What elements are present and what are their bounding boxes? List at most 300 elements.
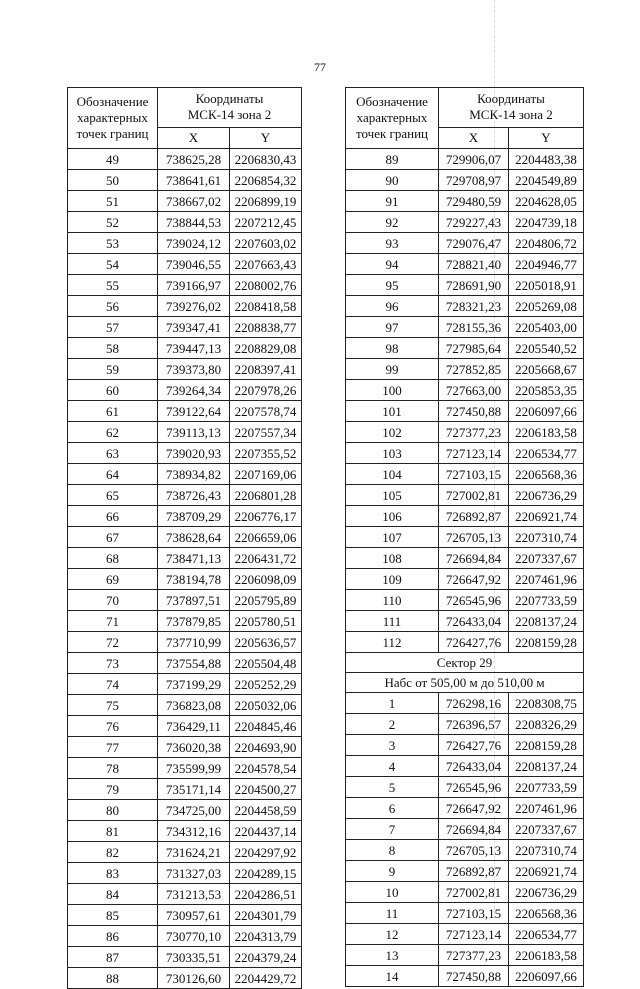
y-coordinate-cell: 2204286,51 <box>230 884 302 905</box>
table-row <box>346 798 584 819</box>
table-row <box>346 464 584 485</box>
point-number-cell: 55 <box>68 275 158 296</box>
table-row <box>346 569 584 590</box>
y-column-header: Y <box>230 127 302 148</box>
x-coordinate-cell: 729708,97 <box>439 170 509 191</box>
sector-title-row <box>346 653 584 673</box>
y-coordinate-cell: 2207603,02 <box>230 233 302 254</box>
x-coordinate-cell: 727377,23 <box>439 422 509 443</box>
x-coordinate-cell: 735171,14 <box>158 779 230 800</box>
table-row <box>68 338 302 359</box>
x-coordinate-cell: 738726,43 <box>158 485 230 506</box>
coordinate-system: МСК-14 зона 2 <box>469 107 553 123</box>
x-coordinate-cell: 731624,21 <box>158 842 230 863</box>
y-coordinate-cell: 2206097,66 <box>509 966 584 987</box>
table-row <box>346 903 584 924</box>
y-coordinate-cell: 2206921,74 <box>509 506 584 527</box>
table-row <box>346 611 584 632</box>
x-coordinate-cell: 726396,57 <box>439 714 509 735</box>
x-coordinate-cell: 726427,76 <box>439 735 509 756</box>
point-number-cell: 52 <box>68 212 158 233</box>
table-row <box>68 401 302 422</box>
table-row <box>68 254 302 275</box>
table-row <box>68 296 302 317</box>
point-number-cell: 111 <box>346 611 439 632</box>
y-coordinate-cell: 2207578,74 <box>230 401 302 422</box>
point-number-cell: 107 <box>346 527 439 548</box>
x-coordinate-cell: 731213,53 <box>158 884 230 905</box>
y-coordinate-cell: 2208397,41 <box>230 359 302 380</box>
y-coordinate-cell: 2204297,92 <box>230 842 302 863</box>
table-row <box>346 861 584 882</box>
point-number-cell: 71 <box>68 611 158 632</box>
point-number-cell: 86 <box>68 926 158 947</box>
x-coordinate-cell: 739020,93 <box>158 443 230 464</box>
y-coordinate-cell: 2204739,18 <box>509 212 584 233</box>
table-row <box>346 422 584 443</box>
point-number-cell: 5 <box>346 777 439 798</box>
y-coordinate-cell: 2206568,36 <box>509 464 584 485</box>
designation-header-line: Обозначение <box>356 94 428 109</box>
x-coordinate-cell: 739113,13 <box>158 422 230 443</box>
x-coordinate-cell: 726433,04 <box>439 756 509 777</box>
table-row <box>68 485 302 506</box>
point-number-cell: 54 <box>68 254 158 275</box>
coordinates-title: Координаты <box>477 91 545 107</box>
table-row <box>68 926 302 947</box>
point-number-cell: 92 <box>346 212 439 233</box>
point-number-cell: 62 <box>68 422 158 443</box>
y-coordinate-cell: 2208418,58 <box>230 296 302 317</box>
x-coordinate-cell: 726647,92 <box>439 798 509 819</box>
y-coordinate-cell: 2204946,77 <box>509 254 584 275</box>
table-row <box>68 506 302 527</box>
table-row <box>346 212 584 233</box>
y-coordinate-cell: 2208308,75 <box>509 693 584 714</box>
point-number-cell: 7 <box>346 819 439 840</box>
y-coordinate-cell: 2204845,46 <box>230 716 302 737</box>
point-number-cell: 68 <box>68 548 158 569</box>
point-number-cell: 4 <box>346 756 439 777</box>
table-row <box>346 254 584 275</box>
x-coordinate-cell: 736429,11 <box>158 716 230 737</box>
table-row <box>346 233 584 254</box>
y-coordinate-cell: 2206736,29 <box>509 485 584 506</box>
y-coordinate-cell: 2204289,15 <box>230 863 302 884</box>
table-row <box>346 296 584 317</box>
table-row <box>68 611 302 632</box>
x-coordinate-cell: 738934,82 <box>158 464 230 485</box>
designation-header <box>346 88 439 149</box>
point-number-cell: 58 <box>68 338 158 359</box>
table-row <box>68 905 302 926</box>
y-coordinate-cell: 2207212,45 <box>230 212 302 233</box>
point-number-cell: 103 <box>346 443 439 464</box>
x-coordinate-cell: 729227,43 <box>439 212 509 233</box>
point-number-cell: 6 <box>346 798 439 819</box>
table-row <box>68 695 302 716</box>
y-coordinate-cell: 2207355,52 <box>230 443 302 464</box>
x-coordinate-cell: 727450,88 <box>439 966 509 987</box>
point-number-cell: 104 <box>346 464 439 485</box>
y-coordinate-cell: 2204693,90 <box>230 737 302 758</box>
coordinate-system: МСК-14 зона 2 <box>187 107 272 123</box>
y-coordinate-cell: 2207461,96 <box>509 569 584 590</box>
y-coordinate-cell: 2204549,89 <box>509 170 584 191</box>
point-number-cell: 75 <box>68 695 158 716</box>
x-coordinate-cell: 728821,40 <box>439 254 509 275</box>
x-column-header: X <box>439 127 509 148</box>
sector-table-body <box>346 693 584 987</box>
point-number-cell: 60 <box>68 380 158 401</box>
y-coordinate-cell: 2208159,28 <box>509 632 584 653</box>
coordinates-header <box>439 88 584 128</box>
table-row <box>346 735 584 756</box>
y-coordinate-cell: 2207733,59 <box>509 777 584 798</box>
y-coordinate-cell: 2204437,14 <box>230 821 302 842</box>
y-coordinate-cell: 2205636,57 <box>230 632 302 653</box>
y-coordinate-cell: 2206801,28 <box>230 485 302 506</box>
table-row <box>346 882 584 903</box>
sector-range-row <box>346 673 584 693</box>
x-column-header: X <box>158 127 230 148</box>
table-row <box>68 779 302 800</box>
designation-header-line: точек границ <box>76 126 149 141</box>
table-body-right <box>346 149 584 653</box>
point-number-cell: 96 <box>346 296 439 317</box>
table-row <box>68 821 302 842</box>
x-coordinate-cell: 726298,16 <box>439 693 509 714</box>
point-number-cell: 95 <box>346 275 439 296</box>
table-row <box>346 756 584 777</box>
table-row <box>346 380 584 401</box>
y-coordinate-cell: 2206659,06 <box>230 527 302 548</box>
table-row <box>68 863 302 884</box>
y-coordinate-cell: 2206183,58 <box>509 945 584 966</box>
table-row <box>346 506 584 527</box>
y-column-header: Y <box>509 127 584 148</box>
sector-title: Сектор 29 <box>346 653 584 673</box>
y-coordinate-cell: 2204628,05 <box>509 191 584 212</box>
table-row <box>346 714 584 735</box>
point-number-cell: 98 <box>346 338 439 359</box>
table-row <box>68 527 302 548</box>
y-coordinate-cell: 2206921,74 <box>509 861 584 882</box>
x-coordinate-cell: 739264,34 <box>158 380 230 401</box>
table-body-left <box>68 149 302 989</box>
table-row <box>346 401 584 422</box>
x-coordinate-cell: 727852,85 <box>439 359 509 380</box>
x-coordinate-cell: 738628,64 <box>158 527 230 548</box>
x-coordinate-cell: 726705,13 <box>439 840 509 861</box>
table-row <box>346 338 584 359</box>
point-number-cell: 63 <box>68 443 158 464</box>
designation-header-line: характерных <box>77 110 148 125</box>
point-number-cell: 66 <box>68 506 158 527</box>
table-row <box>68 758 302 779</box>
x-coordinate-cell: 726433,04 <box>439 611 509 632</box>
table-row <box>68 149 302 170</box>
point-number-cell: 109 <box>346 569 439 590</box>
table-row <box>346 693 584 714</box>
x-coordinate-cell: 737554,88 <box>158 653 230 674</box>
y-coordinate-cell: 2206534,77 <box>509 443 584 464</box>
y-coordinate-cell: 2207337,67 <box>509 819 584 840</box>
x-coordinate-cell: 737199,29 <box>158 674 230 695</box>
point-number-cell: 100 <box>346 380 439 401</box>
point-number-cell: 69 <box>68 569 158 590</box>
coordinates-table-right <box>345 87 584 987</box>
y-coordinate-cell: 2208326,29 <box>509 714 584 735</box>
y-coordinate-cell: 2208829,08 <box>230 338 302 359</box>
x-coordinate-cell: 739447,13 <box>158 338 230 359</box>
sector-section <box>346 653 584 693</box>
y-coordinate-cell: 2206899,19 <box>230 191 302 212</box>
y-coordinate-cell: 2207310,74 <box>509 840 584 861</box>
x-coordinate-cell: 729480,59 <box>439 191 509 212</box>
point-number-cell: 105 <box>346 485 439 506</box>
point-number-cell: 101 <box>346 401 439 422</box>
point-number-cell: 74 <box>68 674 158 695</box>
x-coordinate-cell: 727103,15 <box>439 903 509 924</box>
table-row <box>68 590 302 611</box>
y-coordinate-cell: 2206183,58 <box>509 422 584 443</box>
y-coordinate-cell: 2205853,35 <box>509 380 584 401</box>
x-coordinate-cell: 735599,99 <box>158 758 230 779</box>
coordinates-title: Координаты <box>195 91 264 107</box>
x-coordinate-cell: 730335,51 <box>158 947 230 968</box>
table-row <box>346 966 584 987</box>
x-coordinate-cell: 727377,23 <box>439 945 509 966</box>
point-number-cell: 61 <box>68 401 158 422</box>
x-coordinate-cell: 736020,38 <box>158 737 230 758</box>
x-coordinate-cell: 726545,96 <box>439 777 509 798</box>
table-row <box>68 548 302 569</box>
point-number-cell: 110 <box>346 590 439 611</box>
x-coordinate-cell: 738471,13 <box>158 548 230 569</box>
point-number-cell: 3 <box>346 735 439 756</box>
y-coordinate-cell: 2206830,43 <box>230 149 302 170</box>
table-row <box>68 947 302 968</box>
point-number-cell: 65 <box>68 485 158 506</box>
table-row <box>346 170 584 191</box>
y-coordinate-cell: 2205018,91 <box>509 275 584 296</box>
table-row <box>68 716 302 737</box>
y-coordinate-cell: 2205668,67 <box>509 359 584 380</box>
x-coordinate-cell: 738709,29 <box>158 506 230 527</box>
point-number-cell: 99 <box>346 359 439 380</box>
table-row <box>68 632 302 653</box>
x-coordinate-cell: 726694,84 <box>439 548 509 569</box>
x-coordinate-cell: 727123,14 <box>439 443 509 464</box>
table-row <box>68 968 302 989</box>
table-row <box>68 842 302 863</box>
x-coordinate-cell: 737879,85 <box>158 611 230 632</box>
y-coordinate-cell: 2205269,08 <box>509 296 584 317</box>
x-coordinate-cell: 727002,81 <box>439 882 509 903</box>
page-number: 77 <box>314 60 326 74</box>
y-coordinate-cell: 2204458,59 <box>230 800 302 821</box>
y-coordinate-cell: 2206776,17 <box>230 506 302 527</box>
table-row <box>346 527 584 548</box>
y-coordinate-cell: 2205780,51 <box>230 611 302 632</box>
table-row <box>68 443 302 464</box>
x-coordinate-cell: 727663,00 <box>439 380 509 401</box>
point-number-cell: 102 <box>346 422 439 443</box>
x-coordinate-cell: 727103,15 <box>439 464 509 485</box>
point-number-cell: 10 <box>346 882 439 903</box>
x-coordinate-cell: 738844,53 <box>158 212 230 233</box>
x-coordinate-cell: 726545,96 <box>439 590 509 611</box>
y-coordinate-cell: 2208137,24 <box>509 611 584 632</box>
y-coordinate-cell: 2207461,96 <box>509 798 584 819</box>
point-number-cell: 73 <box>68 653 158 674</box>
x-coordinate-cell: 737710,99 <box>158 632 230 653</box>
table-row <box>346 485 584 506</box>
x-coordinate-cell: 731327,03 <box>158 863 230 884</box>
point-number-cell: 91 <box>346 191 439 212</box>
point-number-cell: 56 <box>68 296 158 317</box>
x-coordinate-cell: 726427,76 <box>439 632 509 653</box>
table-row <box>346 840 584 861</box>
x-coordinate-cell: 727123,14 <box>439 924 509 945</box>
point-number-cell: 76 <box>68 716 158 737</box>
x-coordinate-cell: 727450,88 <box>439 401 509 422</box>
table-row <box>346 945 584 966</box>
point-number-cell: 87 <box>68 947 158 968</box>
table-row <box>346 590 584 611</box>
y-coordinate-cell: 2206098,09 <box>230 569 302 590</box>
table-row <box>346 149 584 170</box>
x-coordinate-cell: 738194,78 <box>158 569 230 590</box>
y-coordinate-cell: 2204500,27 <box>230 779 302 800</box>
table-row <box>68 233 302 254</box>
y-coordinate-cell: 2207978,26 <box>230 380 302 401</box>
point-number-cell: 112 <box>346 632 439 653</box>
point-number-cell: 72 <box>68 632 158 653</box>
x-coordinate-cell: 739347,41 <box>158 317 230 338</box>
y-coordinate-cell: 2206568,36 <box>509 903 584 924</box>
y-coordinate-cell: 2205504,48 <box>230 653 302 674</box>
y-coordinate-cell: 2208838,77 <box>230 317 302 338</box>
table-row <box>68 653 302 674</box>
y-coordinate-cell: 2205032,06 <box>230 695 302 716</box>
x-coordinate-cell: 739122,64 <box>158 401 230 422</box>
table-row <box>68 737 302 758</box>
point-number-cell: 94 <box>346 254 439 275</box>
point-number-cell: 90 <box>346 170 439 191</box>
point-number-cell: 81 <box>68 821 158 842</box>
point-number-cell: 84 <box>68 884 158 905</box>
y-coordinate-cell: 2205795,89 <box>230 590 302 611</box>
y-coordinate-cell: 2206097,66 <box>509 401 584 422</box>
x-coordinate-cell: 728155,36 <box>439 317 509 338</box>
point-number-cell: 8 <box>346 840 439 861</box>
y-coordinate-cell: 2208002,76 <box>230 275 302 296</box>
point-number-cell: 82 <box>68 842 158 863</box>
point-number-cell: 77 <box>68 737 158 758</box>
point-number-cell: 88 <box>68 968 158 989</box>
table-row <box>346 777 584 798</box>
point-number-cell: 80 <box>68 800 158 821</box>
point-number-cell: 79 <box>68 779 158 800</box>
point-number-cell: 83 <box>68 863 158 884</box>
point-number-cell: 64 <box>68 464 158 485</box>
x-coordinate-cell: 734312,16 <box>158 821 230 842</box>
table-row <box>68 674 302 695</box>
x-coordinate-cell: 726705,13 <box>439 527 509 548</box>
x-coordinate-cell: 739046,55 <box>158 254 230 275</box>
y-coordinate-cell: 2206534,77 <box>509 924 584 945</box>
point-number-cell: 53 <box>68 233 158 254</box>
y-coordinate-cell: 2204313,79 <box>230 926 302 947</box>
designation-header-line: Обозначение <box>76 94 149 109</box>
coordinates-header <box>158 88 302 128</box>
x-coordinate-cell: 739024,12 <box>158 233 230 254</box>
point-number-cell: 59 <box>68 359 158 380</box>
table-row <box>68 191 302 212</box>
y-coordinate-cell: 2204483,38 <box>509 149 584 170</box>
point-number-cell: 2 <box>346 714 439 735</box>
table-row <box>68 422 302 443</box>
y-coordinate-cell: 2208137,24 <box>509 756 584 777</box>
x-coordinate-cell: 727002,81 <box>439 485 509 506</box>
x-coordinate-cell: 729906,07 <box>439 149 509 170</box>
y-coordinate-cell: 2204301,79 <box>230 905 302 926</box>
table-row <box>68 569 302 590</box>
x-coordinate-cell: 726892,87 <box>439 506 509 527</box>
point-number-cell: 97 <box>346 317 439 338</box>
x-coordinate-cell: 736823,08 <box>158 695 230 716</box>
y-coordinate-cell: 2207337,67 <box>509 548 584 569</box>
sector-height-range: Набс от 505,00 м до 510,00 м <box>346 673 584 693</box>
point-number-cell: 85 <box>68 905 158 926</box>
coordinates-table-left <box>67 87 302 989</box>
table-row <box>68 464 302 485</box>
x-coordinate-cell: 727985,64 <box>439 338 509 359</box>
table-row <box>346 819 584 840</box>
table-row <box>346 275 584 296</box>
point-number-cell: 14 <box>346 966 439 987</box>
y-coordinate-cell: 2204379,24 <box>230 947 302 968</box>
point-number-cell: 50 <box>68 170 158 191</box>
y-coordinate-cell: 2207663,43 <box>230 254 302 275</box>
x-coordinate-cell: 734725,00 <box>158 800 230 821</box>
table-row <box>346 632 584 653</box>
point-number-cell: 89 <box>346 149 439 170</box>
point-number-cell: 108 <box>346 548 439 569</box>
y-coordinate-cell: 2205540,52 <box>509 338 584 359</box>
table-row <box>68 275 302 296</box>
x-coordinate-cell: 728321,23 <box>439 296 509 317</box>
table-row <box>68 170 302 191</box>
table-row <box>68 359 302 380</box>
y-coordinate-cell: 2206854,32 <box>230 170 302 191</box>
y-coordinate-cell: 2205252,29 <box>230 674 302 695</box>
x-coordinate-cell: 737897,51 <box>158 590 230 611</box>
x-coordinate-cell: 739166,97 <box>158 275 230 296</box>
y-coordinate-cell: 2206431,72 <box>230 548 302 569</box>
point-number-cell: 67 <box>68 527 158 548</box>
point-number-cell: 106 <box>346 506 439 527</box>
point-number-cell: 1 <box>346 693 439 714</box>
y-coordinate-cell: 2208159,28 <box>509 735 584 756</box>
x-coordinate-cell: 739276,02 <box>158 296 230 317</box>
x-coordinate-cell: 728691,90 <box>439 275 509 296</box>
x-coordinate-cell: 738641,61 <box>158 170 230 191</box>
designation-header <box>68 88 158 149</box>
table-row <box>346 924 584 945</box>
